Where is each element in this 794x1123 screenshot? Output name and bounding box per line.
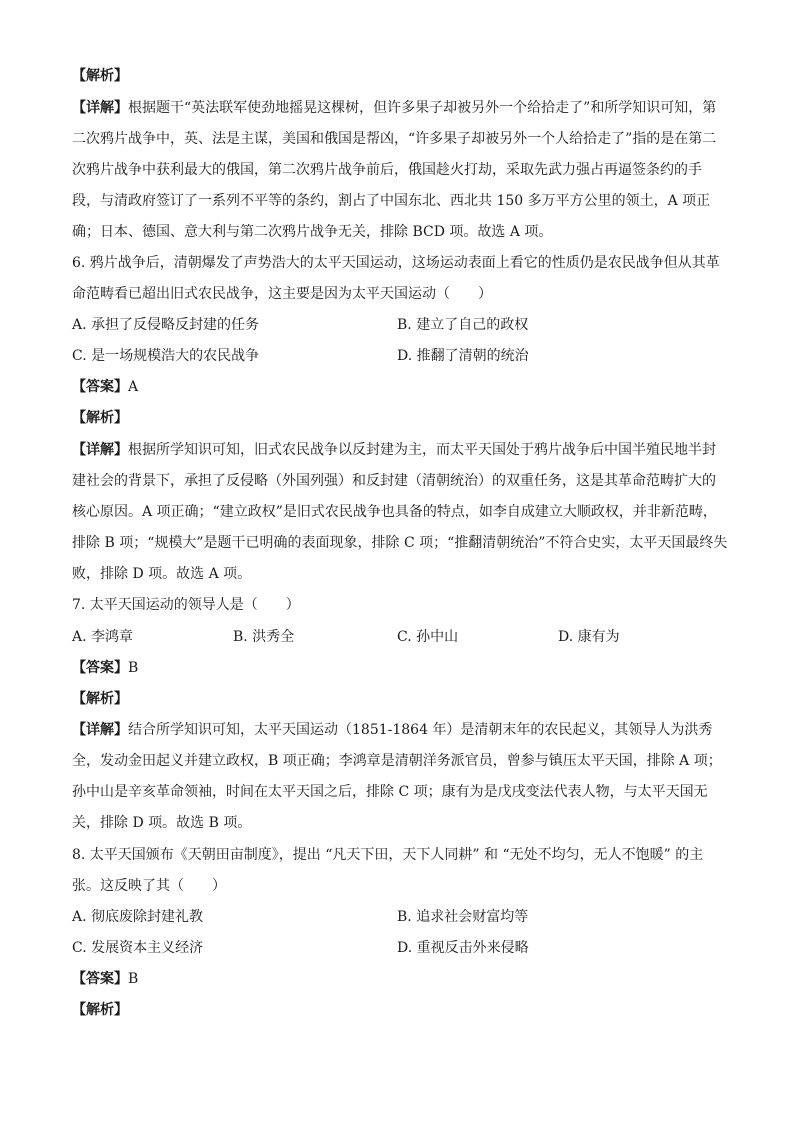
detail-line: 孙中山是辛亥革命领袖，时间在太平天国之后，排除 C 项；康有为是戊戌变法代表人物，与太平天国无 bbox=[72, 784, 708, 800]
option-d: D. 推翻了清朝的统治 bbox=[397, 348, 529, 364]
question-stem: 命范畴看已超出旧式农民战争，这主要是因为太平天国运动（ ） bbox=[72, 286, 492, 302]
detail-line: 段，与清政府签订了一系列不平等的条约，割占了中国东北、西北共 150 多万平方公里的领土，A 项正 bbox=[72, 193, 711, 209]
detail-line bbox=[72, 720, 722, 740]
detail-line bbox=[72, 98, 722, 118]
analysis-heading bbox=[72, 408, 722, 428]
option-b: B. 建立了自己的政权 bbox=[397, 317, 529, 333]
option-a: A. 承担了反侵略反封建的任务 bbox=[72, 317, 260, 333]
detail-text: 根据所学知识可知，旧式农民战争以反封建为主，而太平天国处于鸦片战争后中国半殖民地半封 bbox=[128, 442, 716, 458]
question-stem: 张。这反映了其（ ） bbox=[72, 878, 226, 894]
answer-label: 【答案】 bbox=[72, 971, 128, 987]
detail-text: 结合所学知识可知，太平天国运动（1851-1864 年）是清朝末年的农民起义，其领导人为洪秀 bbox=[128, 722, 713, 738]
answer-label: 【答案】 bbox=[72, 379, 128, 395]
answer-value: A bbox=[128, 379, 139, 395]
option-c: C. 是一场规模浩大的农民战争 bbox=[72, 348, 260, 364]
question-stem: 8. 太平天国颁布《天朝田亩制度》，提出 “凡天下田，天下人同耕” 和 “无处不均匀，无人不饱暖” 的主 bbox=[72, 847, 704, 863]
question-stem: 6. 鸦片战争后，清朝爆发了声势浩大的太平天国运动，这场运动表面上看它的性质仍是农民战争但从其革 bbox=[72, 255, 720, 271]
answer-line bbox=[72, 658, 722, 678]
option-c: C. 孙中山 bbox=[397, 629, 459, 645]
detail-line: 核心原因。A 项正确；“建立政权”是旧式农民战争也具备的特点，如李自成建立大顺政权，并非新范畴， bbox=[72, 504, 717, 520]
answer-line bbox=[72, 969, 722, 989]
analysis-heading bbox=[72, 66, 722, 86]
analysis-label: 【解析】 bbox=[72, 1002, 128, 1018]
option-d: D. 康有为 bbox=[558, 629, 620, 645]
option-b: B. 追求社会财富均等 bbox=[397, 909, 529, 925]
detail-line: 确；日本、德国、意大利与第二次鸦片战争无关，排除 BCD 项。故选 A 项。 bbox=[72, 224, 553, 240]
detail-line: 排除 B 项；“规模大”是题干已明确的表面现象，排除 C 项；“推翻清朝统治”不符合史实，太平天国最终失 bbox=[72, 535, 728, 551]
detail-line: 败，排除 D 项。故选 A 项。 bbox=[72, 566, 252, 582]
option-a: A. 李鸿章 bbox=[72, 629, 134, 645]
detail-line bbox=[72, 440, 722, 460]
answer-label: 【答案】 bbox=[72, 660, 128, 676]
detail-label: 【详解】 bbox=[72, 722, 128, 738]
detail-label: 【详解】 bbox=[72, 442, 128, 458]
analysis-label: 【解析】 bbox=[72, 68, 128, 84]
option-a: A. 彻底废除封建礼教 bbox=[72, 909, 204, 925]
option-d: D. 重视反击外来侵略 bbox=[397, 940, 529, 956]
option-c: C. 发展资本主义经济 bbox=[72, 940, 204, 956]
detail-line: 二次鸦片战争中，英、法是主谋，美国和俄国是帮凶，“许多果子却被另外一个人给拾走了”指的是在第二 bbox=[72, 131, 717, 147]
option-b: B. 洪秀全 bbox=[233, 629, 295, 645]
detail-text: 根据题干“英法联军使劲地摇晃这棵树，但许多果子却被另外一个给拾走了”和所学知识可知，第 bbox=[128, 100, 717, 116]
analysis-heading bbox=[72, 1000, 722, 1020]
analysis-label: 【解析】 bbox=[72, 691, 128, 707]
analysis-label: 【解析】 bbox=[72, 410, 128, 426]
detail-line: 关，排除 D 项。故选 B 项。 bbox=[72, 815, 252, 831]
detail-label: 【详解】 bbox=[72, 100, 128, 116]
answer-value: B bbox=[128, 971, 139, 987]
detail-line: 全，发动金田起义并建立政权，B 项正确；李鸿章是清朝洋务派官员，曾参与镇压太平天国，排除 A 项； bbox=[72, 753, 722, 769]
detail-line: 建社会的背景下，承担了反侵略（外国列强）和反封建（清朝统治）的双重任务，这是其革命范畴扩大的 bbox=[72, 473, 716, 489]
detail-line: 次鸦片战争中获利最大的俄国，第二次鸦片战争前后，俄国趁火打劫，采取先武力强占再逼签条约的手 bbox=[72, 162, 702, 178]
answer-line bbox=[72, 377, 722, 397]
analysis-heading bbox=[72, 689, 722, 709]
answer-value: B bbox=[128, 660, 139, 676]
question-stem: 7. 太平天国运动的领导人是（ ） bbox=[72, 597, 300, 613]
